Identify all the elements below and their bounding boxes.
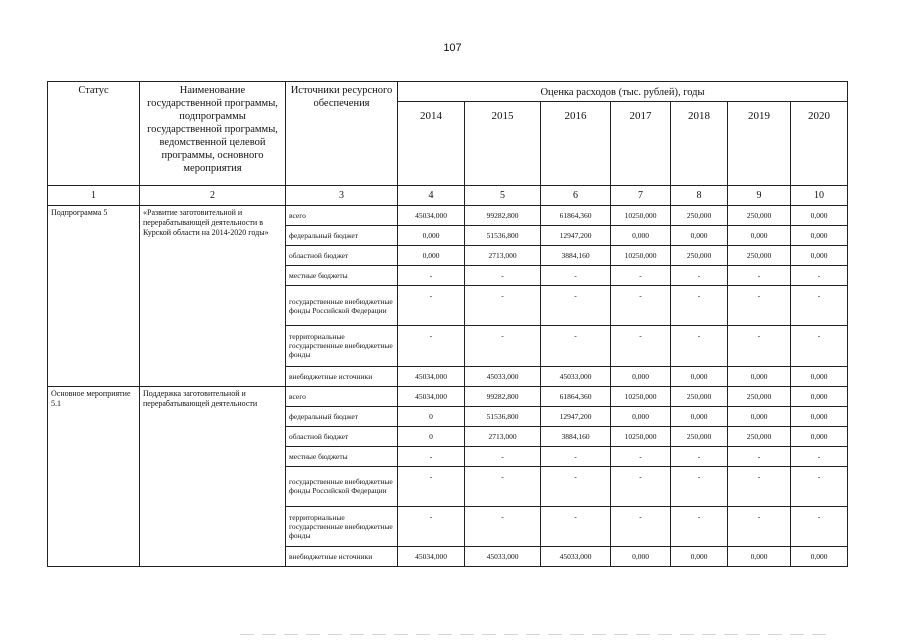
column-number: 1	[48, 186, 140, 206]
value-cell: 10250,000	[611, 386, 671, 406]
value-cell: -	[465, 446, 541, 466]
value-cell: 2713,000	[465, 246, 541, 266]
source-label: территориальные государственные внебюджетные фонды	[286, 506, 398, 546]
block-name: «Развитие заготовительной и перерабатывающей деятельности в Курской области на 2014-2020 годы»	[140, 206, 286, 386]
value-cell: -	[791, 506, 848, 546]
value-cell: 0,000	[671, 366, 728, 386]
scan-artifact-line	[240, 634, 830, 635]
source-label: федеральный бюджет	[286, 226, 398, 246]
value-cell: -	[611, 326, 671, 366]
value-cell: 0,000	[671, 226, 728, 246]
value-cell: 3884,160	[541, 426, 611, 446]
value-cell: 0,000	[728, 226, 791, 246]
value-cell: 250,000	[728, 386, 791, 406]
value-cell: 0,000	[791, 546, 848, 566]
value-cell: 3884,160	[541, 246, 611, 266]
value-cell: 0,000	[398, 226, 465, 246]
source-label: государственные внебюджетные фонды Российской Федерации	[286, 466, 398, 506]
value-cell: 250,000	[671, 386, 728, 406]
year-header: 2014	[398, 102, 465, 186]
value-cell: -	[541, 466, 611, 506]
value-cell: -	[791, 326, 848, 366]
value-cell: 51536,800	[465, 406, 541, 426]
value-cell: 99282,800	[465, 386, 541, 406]
value-cell: 0,000	[791, 206, 848, 226]
column-number: 2	[140, 186, 286, 206]
value-cell: -	[671, 506, 728, 546]
value-cell: -	[465, 466, 541, 506]
value-cell: -	[728, 506, 791, 546]
value-cell: 10250,000	[611, 426, 671, 446]
value-cell: 250,000	[671, 246, 728, 266]
column-number-row	[48, 186, 848, 206]
value-cell: -	[728, 326, 791, 366]
value-cell: 2713,000	[465, 426, 541, 446]
value-cell: 0,000	[611, 406, 671, 426]
value-cell: 0,000	[671, 406, 728, 426]
value-cell: -	[465, 326, 541, 366]
value-cell: -	[398, 446, 465, 466]
column-number: 8	[671, 186, 728, 206]
value-cell: -	[541, 266, 611, 286]
source-label: местные бюджеты	[286, 446, 398, 466]
value-cell: 250,000	[728, 426, 791, 446]
column-number: 7	[611, 186, 671, 206]
value-cell: 250,000	[671, 206, 728, 226]
value-cell: 0,000	[791, 406, 848, 426]
value-cell: -	[465, 506, 541, 546]
header-status: Статус	[48, 82, 140, 186]
value-cell: 45034,000	[398, 546, 465, 566]
source-label: всего	[286, 386, 398, 406]
value-cell: -	[791, 266, 848, 286]
header-name: Наименование государственной программы, подпрограммы государственной программы, ведомственной целевой программы, основного мероприятия	[140, 82, 286, 186]
year-header: 2019	[728, 102, 791, 186]
value-cell: -	[791, 446, 848, 466]
value-cell: -	[611, 266, 671, 286]
value-cell: -	[728, 286, 791, 326]
block-status: Основное мероприятие 5.1	[48, 386, 140, 566]
value-cell: -	[465, 266, 541, 286]
value-cell: 51536,800	[465, 226, 541, 246]
value-cell: 45033,000	[465, 366, 541, 386]
block-name: Поддержка заготовительной и перерабатывающей деятельности	[140, 386, 286, 566]
source-label: областной бюджет	[286, 246, 398, 266]
value-cell: 10250,000	[611, 206, 671, 226]
value-cell: -	[398, 286, 465, 326]
column-number: 10	[791, 186, 848, 206]
source-label: государственные внебюджетные фонды Российской Федерации	[286, 286, 398, 326]
value-cell: -	[671, 326, 728, 366]
value-cell: -	[611, 446, 671, 466]
source-label: внебюджетные источники	[286, 366, 398, 386]
value-cell: -	[541, 446, 611, 466]
value-cell: -	[671, 466, 728, 506]
table-row	[48, 206, 848, 226]
value-cell: 0,000	[728, 546, 791, 566]
source-label: всего	[286, 206, 398, 226]
value-cell: -	[465, 286, 541, 326]
year-header: 2017	[611, 102, 671, 186]
value-cell: 61864,360	[541, 386, 611, 406]
source-label: областной бюджет	[286, 426, 398, 446]
table-row	[48, 386, 848, 406]
value-cell: 250,000	[728, 246, 791, 266]
value-cell: -	[398, 326, 465, 366]
value-cell: -	[398, 466, 465, 506]
header-row	[48, 82, 848, 102]
page-number: 107	[443, 42, 462, 54]
value-cell: 0,000	[791, 246, 848, 266]
value-cell: 0,000	[728, 406, 791, 426]
value-cell: -	[541, 286, 611, 326]
value-cell: 45033,000	[541, 546, 611, 566]
value-cell: -	[541, 326, 611, 366]
value-cell: -	[671, 286, 728, 326]
value-cell: -	[791, 286, 848, 326]
value-cell: -	[791, 466, 848, 506]
value-cell: 0,000	[791, 386, 848, 406]
value-cell: -	[398, 266, 465, 286]
source-label: местные бюджеты	[286, 266, 398, 286]
year-header: 2018	[671, 102, 728, 186]
budget-table	[47, 81, 848, 567]
block-status: Подпрограмма 5	[48, 206, 140, 386]
value-cell: 250,000	[671, 426, 728, 446]
value-cell: 0,000	[791, 226, 848, 246]
value-cell: 0	[398, 406, 465, 426]
value-cell: 12947,200	[541, 226, 611, 246]
value-cell: 0,000	[791, 426, 848, 446]
value-cell: -	[611, 466, 671, 506]
value-cell: -	[671, 446, 728, 466]
value-cell: 0,000	[611, 546, 671, 566]
value-cell: 0,000	[398, 246, 465, 266]
year-header: 2016	[541, 102, 611, 186]
value-cell: 99282,800	[465, 206, 541, 226]
value-cell: -	[611, 506, 671, 546]
value-cell: -	[541, 506, 611, 546]
value-cell: 0,000	[671, 546, 728, 566]
value-cell: -	[671, 266, 728, 286]
value-cell: 0,000	[611, 366, 671, 386]
column-number: 9	[728, 186, 791, 206]
value-cell: 0,000	[791, 366, 848, 386]
value-cell: 45033,000	[465, 546, 541, 566]
year-header: 2020	[791, 102, 848, 186]
value-cell: -	[728, 446, 791, 466]
column-number: 5	[465, 186, 541, 206]
header-estimate: Оценка расходов (тыс. рублей), годы	[398, 82, 848, 102]
value-cell: -	[398, 506, 465, 546]
value-cell: 0,000	[728, 366, 791, 386]
value-cell: 0	[398, 426, 465, 446]
column-number: 4	[398, 186, 465, 206]
value-cell: 45034,000	[398, 366, 465, 386]
column-number: 6	[541, 186, 611, 206]
source-label: внебюджетные источники	[286, 546, 398, 566]
value-cell: 12947,200	[541, 406, 611, 426]
value-cell: 10250,000	[611, 246, 671, 266]
value-cell: 250,000	[728, 206, 791, 226]
year-header: 2015	[465, 102, 541, 186]
header-sources: Источники ресурсного обеспечения	[286, 82, 398, 186]
value-cell: -	[728, 466, 791, 506]
value-cell: 45034,000	[398, 206, 465, 226]
value-cell: -	[611, 286, 671, 326]
value-cell: 45034,000	[398, 386, 465, 406]
source-label: территориальные государственные внебюджетные фонды	[286, 326, 398, 366]
value-cell: -	[728, 266, 791, 286]
value-cell: 61864,360	[541, 206, 611, 226]
column-number: 3	[286, 186, 398, 206]
value-cell: 0,000	[611, 226, 671, 246]
source-label: федеральный бюджет	[286, 406, 398, 426]
value-cell: 45033,000	[541, 366, 611, 386]
